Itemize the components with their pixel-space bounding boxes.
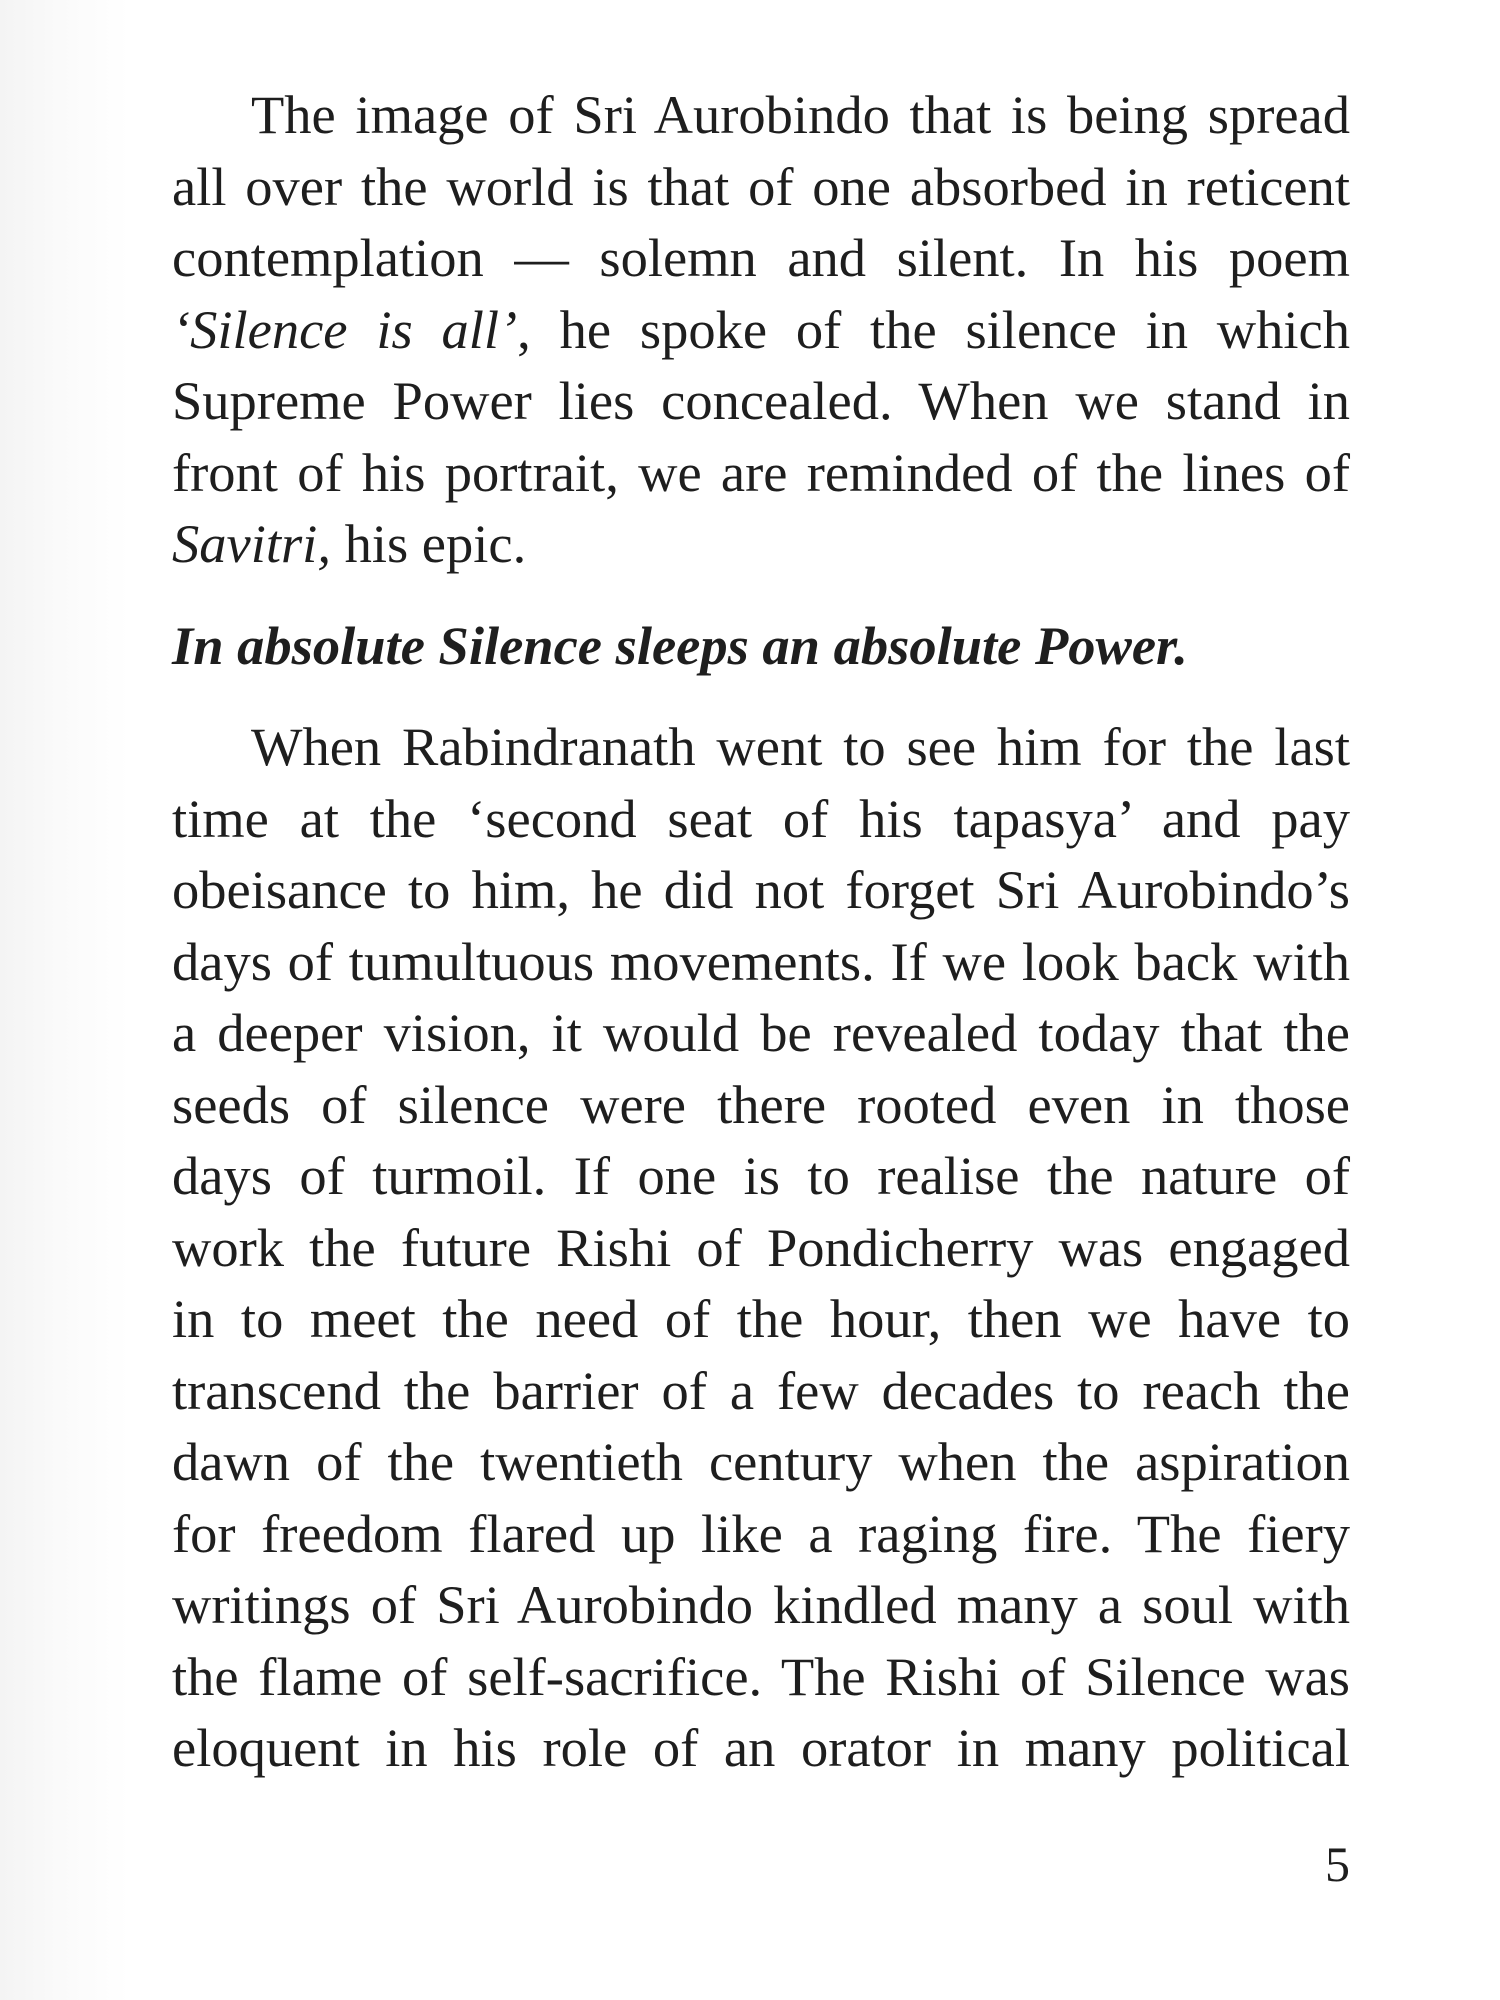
epic-title: Savitri, (172, 513, 331, 574)
text-line: a deeper vision, it would be revealed today that the (172, 1002, 1350, 1063)
text-line: dawn of the twentieth century when the aspiration (172, 1431, 1350, 1492)
text-line: days of turmoil. If one is to realise the nature of (172, 1145, 1350, 1206)
text-line (172, 294, 1350, 366)
text-line: time at the ‘second seat of his tapasya’ and pay (172, 787, 1350, 849)
text-line: days of tumultuous movements. If we look back with (172, 930, 1350, 992)
poem-title: ‘Silence is all’ (172, 298, 518, 360)
text-fragment: his epic. (330, 513, 527, 574)
text-line: When Rabindranath went to see him for the last (251, 716, 1350, 777)
text-line (172, 508, 1350, 580)
text-line: work the future Rishi of Pondicherry was engaged (172, 1216, 1350, 1278)
body-text (172, 79, 1350, 1784)
text-line: The image of Sri Aurobindo that is being spread (251, 84, 1350, 145)
text-line: obeisance to him, he did not forget Sri Aurobindo’s (172, 859, 1350, 920)
paragraph-1 (172, 79, 1350, 580)
text-line: writings of Sri Aurobindo kindled many a soul with (172, 1574, 1350, 1635)
savitri-quote: In absolute Silence sleeps an absolute Power. (172, 614, 1188, 676)
text-line: seeds of silence were there rooted even in those (172, 1073, 1350, 1135)
text-line: eloquent in his role of an orator in many political (172, 1717, 1350, 1778)
text-line: for freedom flared up like a raging fire. The fiery (172, 1502, 1350, 1564)
text-line: all over the world is that of one absorbed in reticent (172, 155, 1350, 217)
text-line: Supreme Power lies concealed. When we stand in (172, 370, 1350, 431)
paragraph-2 (172, 711, 1350, 1784)
text-line: contemplation — solemn and silent. In his poem (172, 227, 1350, 288)
text-line: transcend the barrier of a few decades to reach the (172, 1359, 1350, 1421)
text-line: the flame of self-sacrifice. The Rishi of Silence was (172, 1645, 1350, 1707)
page-gutter-shadow (0, 0, 130, 2000)
page-number: 5 (1325, 1836, 1350, 1892)
text-fragment: , he spoke of the silence in which (517, 298, 1350, 360)
text-line: front of his portrait, we are reminded of the lines of (172, 441, 1350, 503)
text-line: in to meet the need of the hour, then we have to (172, 1288, 1350, 1349)
